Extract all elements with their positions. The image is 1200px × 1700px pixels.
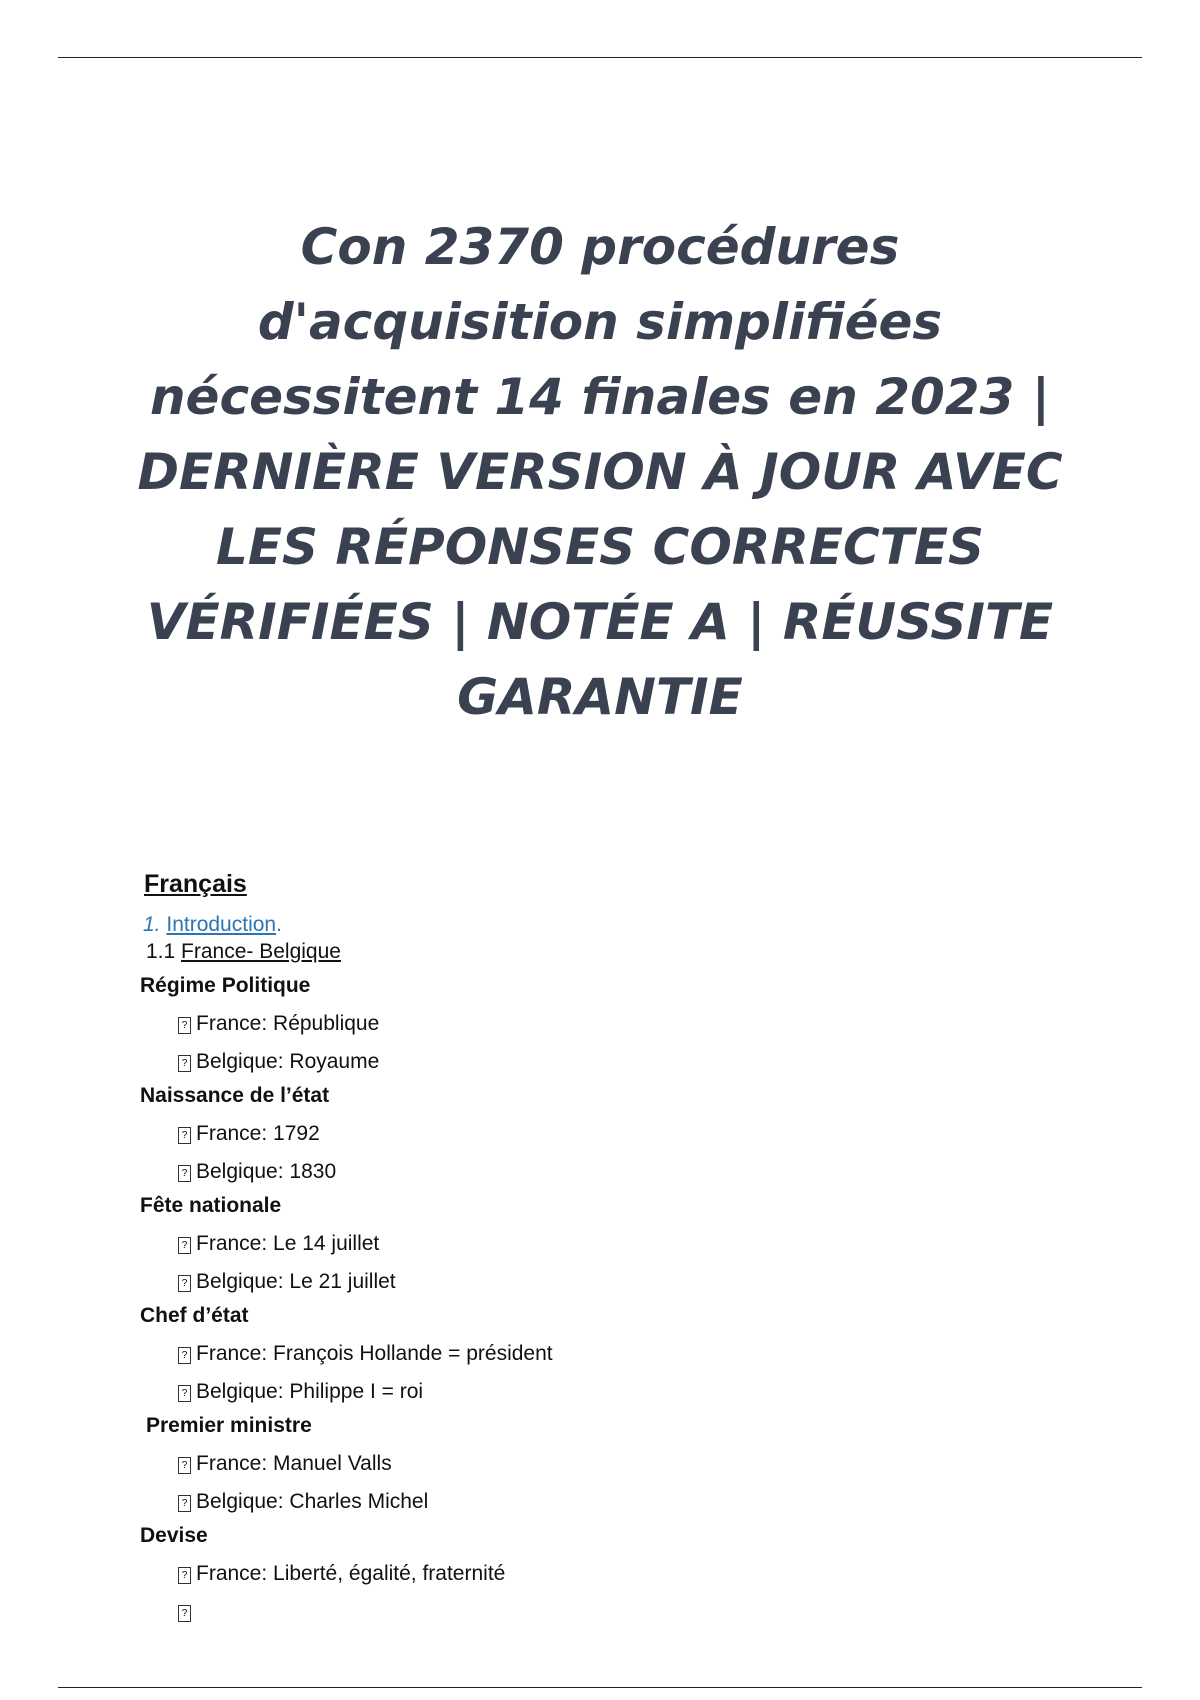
- missing-glyph-icon: ?: [178, 1347, 191, 1364]
- intro-heading: [143, 913, 1040, 937]
- list-item-text: France: François Hollande = président: [196, 1342, 553, 1365]
- list-item: [178, 1562, 1040, 1586]
- missing-glyph-icon: ?: [178, 1457, 191, 1474]
- bottom-rule: [58, 1687, 1142, 1688]
- missing-glyph-icon: ?: [178, 1605, 191, 1622]
- missing-glyph-icon: ?: [178, 1385, 191, 1402]
- list-item-text: France: Liberté, égalité, fraternité: [196, 1562, 506, 1585]
- document-content: [140, 870, 1040, 1624]
- list-item: [178, 1270, 1040, 1294]
- missing-glyph-icon: ?: [178, 1017, 191, 1034]
- list-item: [178, 1012, 1040, 1036]
- missing-glyph-icon: ?: [178, 1127, 191, 1144]
- list-item-text: Belgique: 1830: [196, 1160, 337, 1183]
- list-item: [178, 1160, 1040, 1184]
- intro-suffix: .: [276, 913, 282, 936]
- missing-glyph-icon: ?: [178, 1165, 191, 1182]
- missing-glyph-icon: ?: [178, 1275, 191, 1292]
- document-title: Con 2370 procédures d'acquisition simplifiées nécessitent 14 finales en 2023 | DERNIÈRE VERSION À JOUR AVEC LES RÉPONSES CORRECTES VÉRIFIÉES | NOTÉE A | RÉUSSITE GARANTIE: [137, 218, 1063, 726]
- missing-glyph-icon: ?: [178, 1237, 191, 1254]
- list-item-text: France: République: [196, 1012, 380, 1035]
- missing-glyph-icon: ?: [178, 1495, 191, 1512]
- category-heading: Fête nationale: [140, 1194, 282, 1217]
- missing-glyph-icon: ?: [178, 1567, 191, 1584]
- list-item-text: Belgique: Royaume: [196, 1050, 380, 1073]
- category-heading: Naissance de l’état: [140, 1084, 330, 1107]
- section-title: Français: [144, 870, 247, 898]
- list-item: [178, 1452, 1040, 1476]
- subsection-label: France- Belgique: [181, 940, 341, 963]
- list-item: [178, 1380, 1040, 1404]
- category-heading: Régime Politique: [140, 974, 311, 997]
- list-item-text: France: 1792: [196, 1122, 320, 1145]
- subsection-number: 1.1: [146, 940, 176, 963]
- list-item: [178, 1342, 1040, 1366]
- list-item-text: France: Manuel Valls: [196, 1452, 392, 1475]
- list-item-text: Belgique: Le 21 juillet: [196, 1270, 396, 1293]
- top-rule: [58, 57, 1142, 58]
- intro-link[interactable]: Introduction: [166, 913, 277, 936]
- subsection-heading: [146, 940, 1040, 964]
- list-item: [178, 1600, 1040, 1624]
- category-heading: Premier ministre: [146, 1414, 312, 1437]
- list-item-text: Belgique: Philippe I = roi: [196, 1380, 424, 1403]
- list-item: [178, 1050, 1040, 1074]
- list-item: [178, 1122, 1040, 1146]
- intro-number: 1.: [143, 913, 161, 936]
- list-item: [178, 1490, 1040, 1514]
- list-item-text: France: Le 14 juillet: [196, 1232, 380, 1255]
- list-item: [178, 1232, 1040, 1256]
- missing-glyph-icon: ?: [178, 1055, 191, 1072]
- category-heading: Chef d’état: [140, 1304, 249, 1327]
- category-heading: Devise: [140, 1524, 208, 1547]
- list-item-text: Belgique: Charles Michel: [196, 1490, 429, 1513]
